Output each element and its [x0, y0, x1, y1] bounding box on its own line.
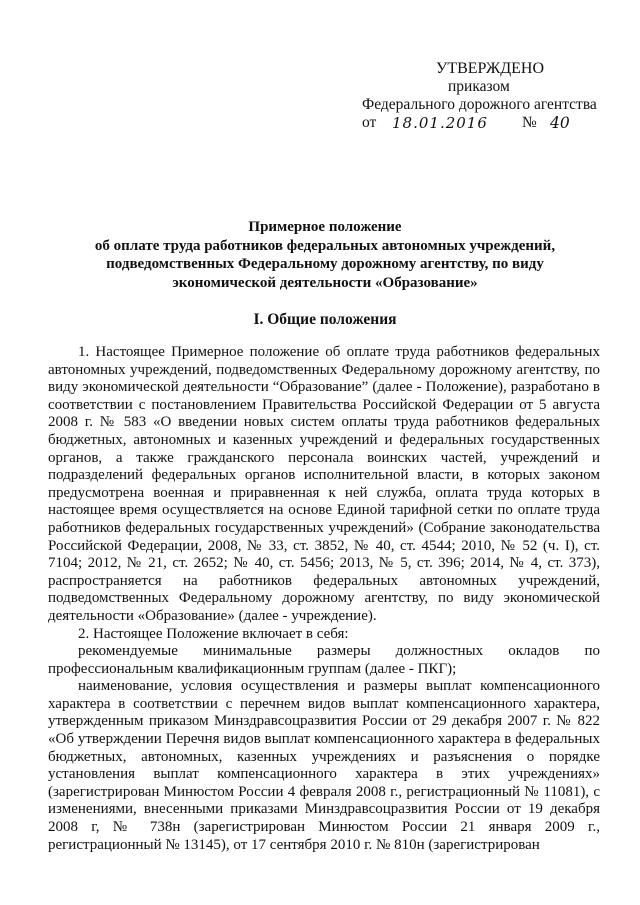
paragraph-2: 2. Настоящее Положение включает в себя: — [78, 625, 349, 642]
approval-date: 18.01.2016 — [392, 114, 488, 132]
paragraph-1: 1. Настоящее Примерное положение об оплате труда работников федеральных автономных учреждений, подведомственных Федеральному дорожному агентству, по виду экономической деятельности “Образование” (далее - Положение), разработано в соответствии с постановлением Правительства Российской Федерации от 5 августа 2008 г. № 583 «О введении новых систем оплаты труда работников федеральных бюджетных, автономных и казенных учреждений и федеральных государственных органов, а также гражданского персонала воинских частей, учреждений и подразделений федеральных органов исполнительной власти, в которых законом предусмотрена военная и приравненная к ней служба, оплата труда которых в настоящее время осуществляется на основе Единой тарифной сетки по оплате труда работников федеральных государственных учреждений» (Собрание законодательства Российской Федерации, 2008, № 33, ст. 3852, № 40, ст. 4544; 2010, № 52 (ч. I), ст. 7104; 2012, № 21, ст. 2652; № 40, ст. 5456; 2013, № 5, ст. 396; 2014, № 4, ст. 373), распространяется на работников федеральных автономных учреждений, подведомственных Федеральному дорожному агентству, по виду экономической деятельности «Образование» (далее - учреждение). — [48, 344, 600, 624]
approval-from-label: от — [362, 114, 377, 131]
title-line-1: Примерное положение — [248, 219, 402, 235]
approval-order-word: приказом — [448, 78, 510, 95]
approval-number: 40 — [550, 114, 570, 132]
section-heading: I. Общие положения — [253, 311, 397, 328]
document-body — [48, 344, 600, 854]
title-line-2: об оплате труда работников федеральных автономных учреждений, — [94, 237, 556, 254]
approval-agency: Федерального дорожного агентства — [362, 96, 597, 113]
paragraph-3: рекомендуемые минимальные размеры должностных окладов по профессиональным квалификационным группам (далее - ПКГ); — [48, 643, 600, 677]
approval-heading: УТВЕРЖДЕНО — [436, 60, 545, 77]
approval-number-label: № — [522, 114, 537, 131]
approval-date-line — [362, 114, 612, 136]
document-title — [50, 218, 600, 292]
paragraph-4: наименование, условия осуществления и размеры выплат компенсационного характера в соответствии с перечнем видов выплат компенсационного характера, утвержденным приказом Минздравсоцразвития России от 29 декабря 2007 г. № 822 «Об утверждении Перечня видов выплат компенсационного характера в федеральных бюджетных, автономных, казенных учреждениях и разъяснения о порядке установления выплат компенсационного характера в этих учреждениях» (зарегистрирован Минюстом России 4 февраля 2008 г., регистрационный № 11081), с изменениями, внесенными приказами Минздравсоцразвития России от 19 декабря 2008 г, № 738н (зарегистрирован Минюстом России 21 января 2009 г., регистрационный № 13145), от 17 сентября 2010 г. № 810н (зарегистрирован — [48, 678, 600, 853]
title-line-3: подведомственных Федеральному дорожному агентству, по виду — [106, 256, 544, 272]
approval-block — [362, 60, 612, 136]
title-line-4: экономической деятельности «Образование» — [172, 274, 478, 291]
